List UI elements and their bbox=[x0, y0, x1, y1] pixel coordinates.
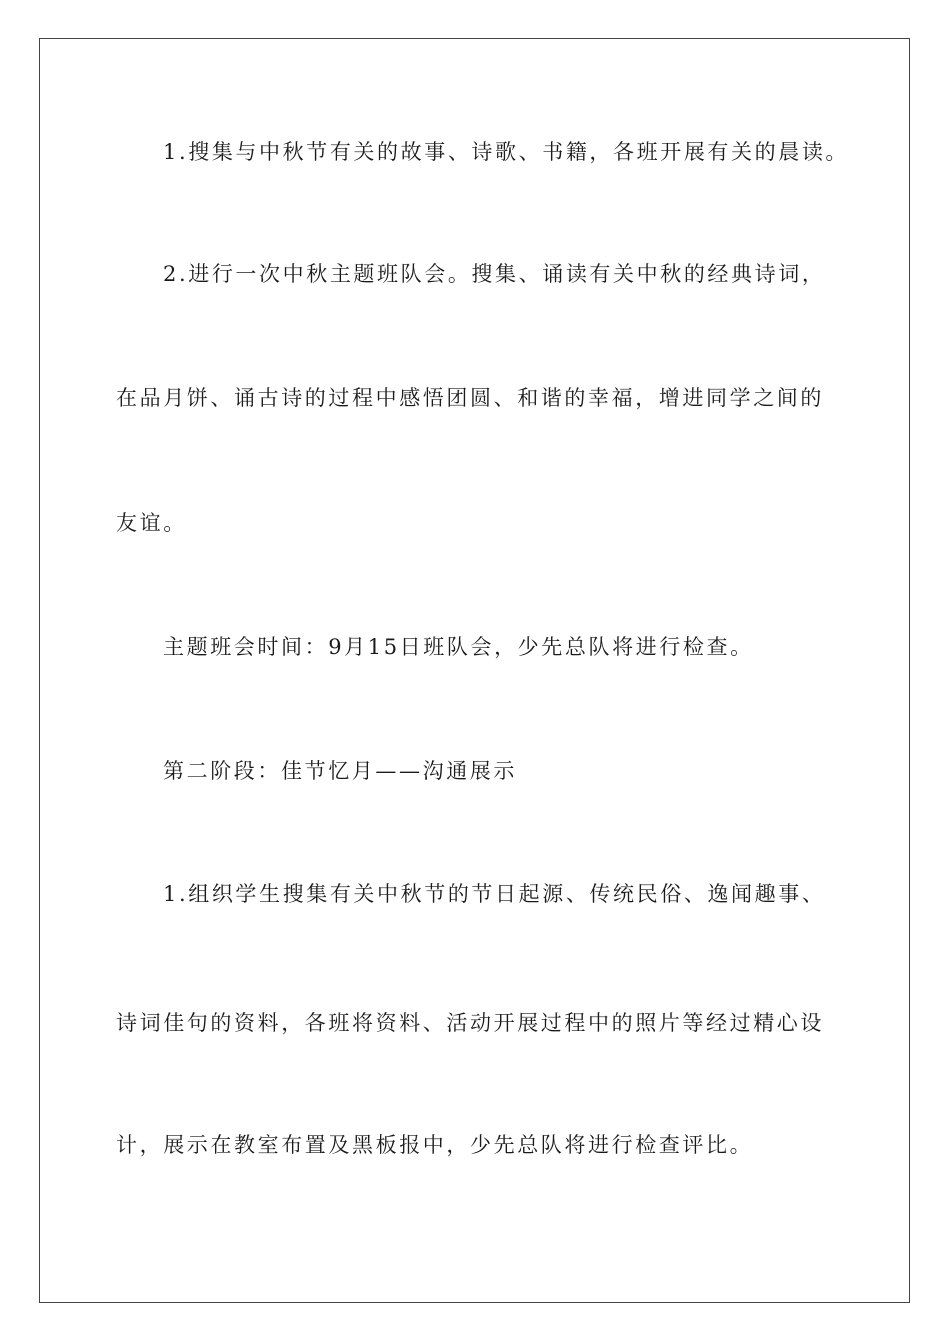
paragraph-line-8: 诗词佳句的资料，各班将资料、活动开展过程中的照片等经过精心设 bbox=[116, 1011, 824, 1035]
paragraph-line-3: 在品月饼、诵古诗的过程中感悟团圆、和谐的幸福，增进同学之间的 bbox=[116, 386, 824, 410]
paragraph-line-5: 主题班会时间：9月15日班队会，少先总队将进行检查。 bbox=[163, 635, 754, 659]
paragraph-line-2: 2.进行一次中秋主题班队会。搜集、诵读有关中秋的经典诗词， bbox=[163, 262, 826, 286]
paragraph-line-9: 计，展示在教室布置及黑板报中，少先总队将进行检查评比。 bbox=[116, 1133, 754, 1157]
paragraph-line-4: 友谊。 bbox=[116, 511, 187, 535]
paragraph-line-1: 1.搜集与中秋节有关的故事、诗歌、书籍，各班开展有关的晨读。 bbox=[163, 140, 850, 164]
paragraph-line-7: 1.组织学生搜集有关中秋节的节日起源、传统民俗、逸闻趣事、 bbox=[163, 882, 826, 906]
page-frame bbox=[39, 38, 910, 1303]
section-heading: 第二阶段：佳节忆月——沟通展示 bbox=[163, 759, 517, 783]
